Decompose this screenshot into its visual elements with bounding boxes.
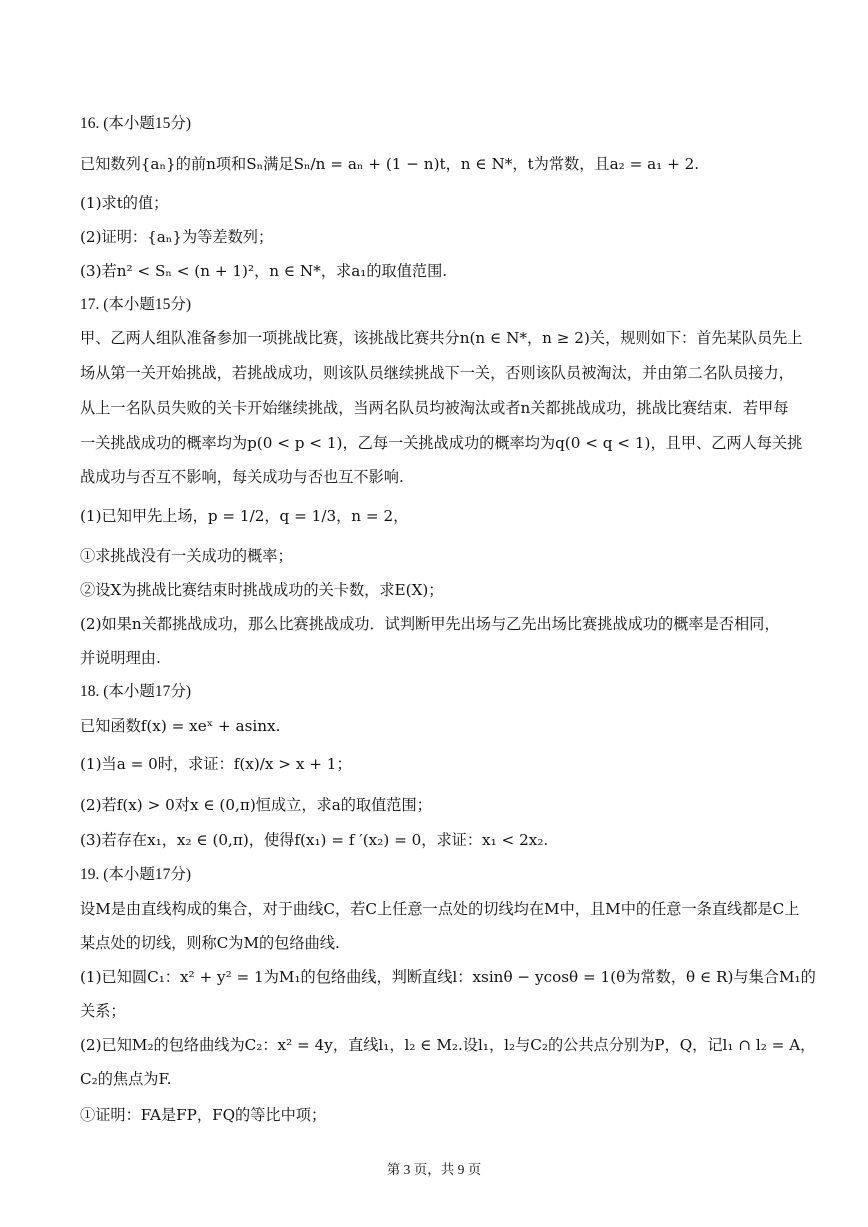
- q18-part2: (2)若f(x) > 0对x ∈ (0,π)恒成立，求a的取值范围；: [80, 796, 432, 814]
- q17-stem-line4: 一关挑战成功的概率均为p(0 < p < 1)，乙每一关挑战成功的概率均为q(0 < q < 1)，且甲、乙两人每关挑: [80, 434, 803, 452]
- q16-heading: 16. (本小题15分): [80, 115, 192, 132]
- q17-stem-line1: 甲、乙两人组队准备参加一项挑战比赛，该挑战比赛共分n(n ∈ N*，n ≥ 2)关，规则如下：首先某队员先上: [80, 329, 803, 347]
- q17-part1: (1)已知甲先上场，p = 1/2，q = 1/3，n = 2，: [80, 507, 409, 525]
- q16-stem: 已知数列{aₙ}的前n项和Sₙ满足Sₙ/n = aₙ + (1 − n)t，n ∈ N*，t为常数，且a₂ = a₁ + 2.: [80, 155, 700, 173]
- q17-heading: 17. (本小题15分): [80, 296, 192, 313]
- q17-stem-line3: 从上一名队员失败的关卡开始继续挑战，当两名队员均被淘汰或者n关都挑战成功，挑战比赛结束．若甲每: [80, 399, 789, 417]
- q17-part1-sub1: ①求挑战没有一关成功的概率；: [80, 547, 293, 565]
- q19-part1-line1: (1)已知圆C₁：x² + y² = 1为M₁的包络曲线，判断直线l：xsinθ − ycosθ = 1(θ为常数，θ ∈ R)与集合M₁的: [80, 968, 816, 986]
- q19-stem-line2: 某点处的切线，则称C为M的包络曲线.: [80, 934, 340, 952]
- q16-part1: (1)求t的值；: [80, 194, 169, 212]
- page-number-footer: 第 3 页，共 9 页: [386, 1162, 482, 1177]
- q19-part2-sub1: ①证明：FA是FP，FQ的等比中项；: [80, 1106, 327, 1124]
- q19-part1-line2: 关系；: [80, 1002, 126, 1020]
- q16-part3: (3)若n² < Sₙ < (n + 1)²，n ∈ N*，求a₁的取值范围.: [80, 262, 448, 280]
- q18-stem: 已知函数f(x) = xeˣ + asinx.: [80, 717, 281, 735]
- q18-part3: (3)若存在x₁，x₂ ∈ (0,π)，使得f(x₁) = f ′(x₂) = 0，求证：x₁ < 2x₂.: [80, 831, 549, 849]
- q17-part2-line2: 并说明理由.: [80, 649, 161, 667]
- q19-part2-line2: C₂的焦点为F.: [80, 1070, 172, 1088]
- q19-part2-line1: (2)已知M₂的包络曲线为C₂：x² = 4y，直线l₁，l₂ ∈ M₂.设l₁，l₂与C₂的公共点分别为P，Q，记l₁ ∩ l₂ = A，: [80, 1036, 816, 1054]
- q19-stem-line1: 设M是由直线构成的集合，对于曲线C，若C上任意一点处的切线均在M中，且M中的任意一条直线都是C上: [80, 900, 800, 918]
- q19-heading: 19. (本小题17分): [80, 866, 192, 883]
- q17-part2-line1: (2)如果n关都挑战成功，那么比赛挑战成功．试判断甲先出场与乙先出场比赛挑战成功的概率是否相同，: [80, 615, 780, 633]
- q17-part1-sub2: ②设X为挑战比赛结束时挑战成功的关卡数，求E(X)；: [80, 581, 444, 599]
- q17-stem-line2: 场从第一关开始挑战，若挑战成功，则该队员继续挑战下一关，否则该队员被淘汰，并由第二名队员接力，: [80, 364, 794, 382]
- q17-stem-line5: 战成功与否互不影响，每关成功与否也互不影响.: [80, 468, 404, 486]
- q16-part2: (2)证明：{aₙ}为等差数列；: [80, 228, 274, 246]
- q18-heading: 18. (本小题17分): [80, 683, 192, 700]
- q18-part1: (1)当a = 0时，求证：f(x)/x > x + 1；: [80, 755, 352, 773]
